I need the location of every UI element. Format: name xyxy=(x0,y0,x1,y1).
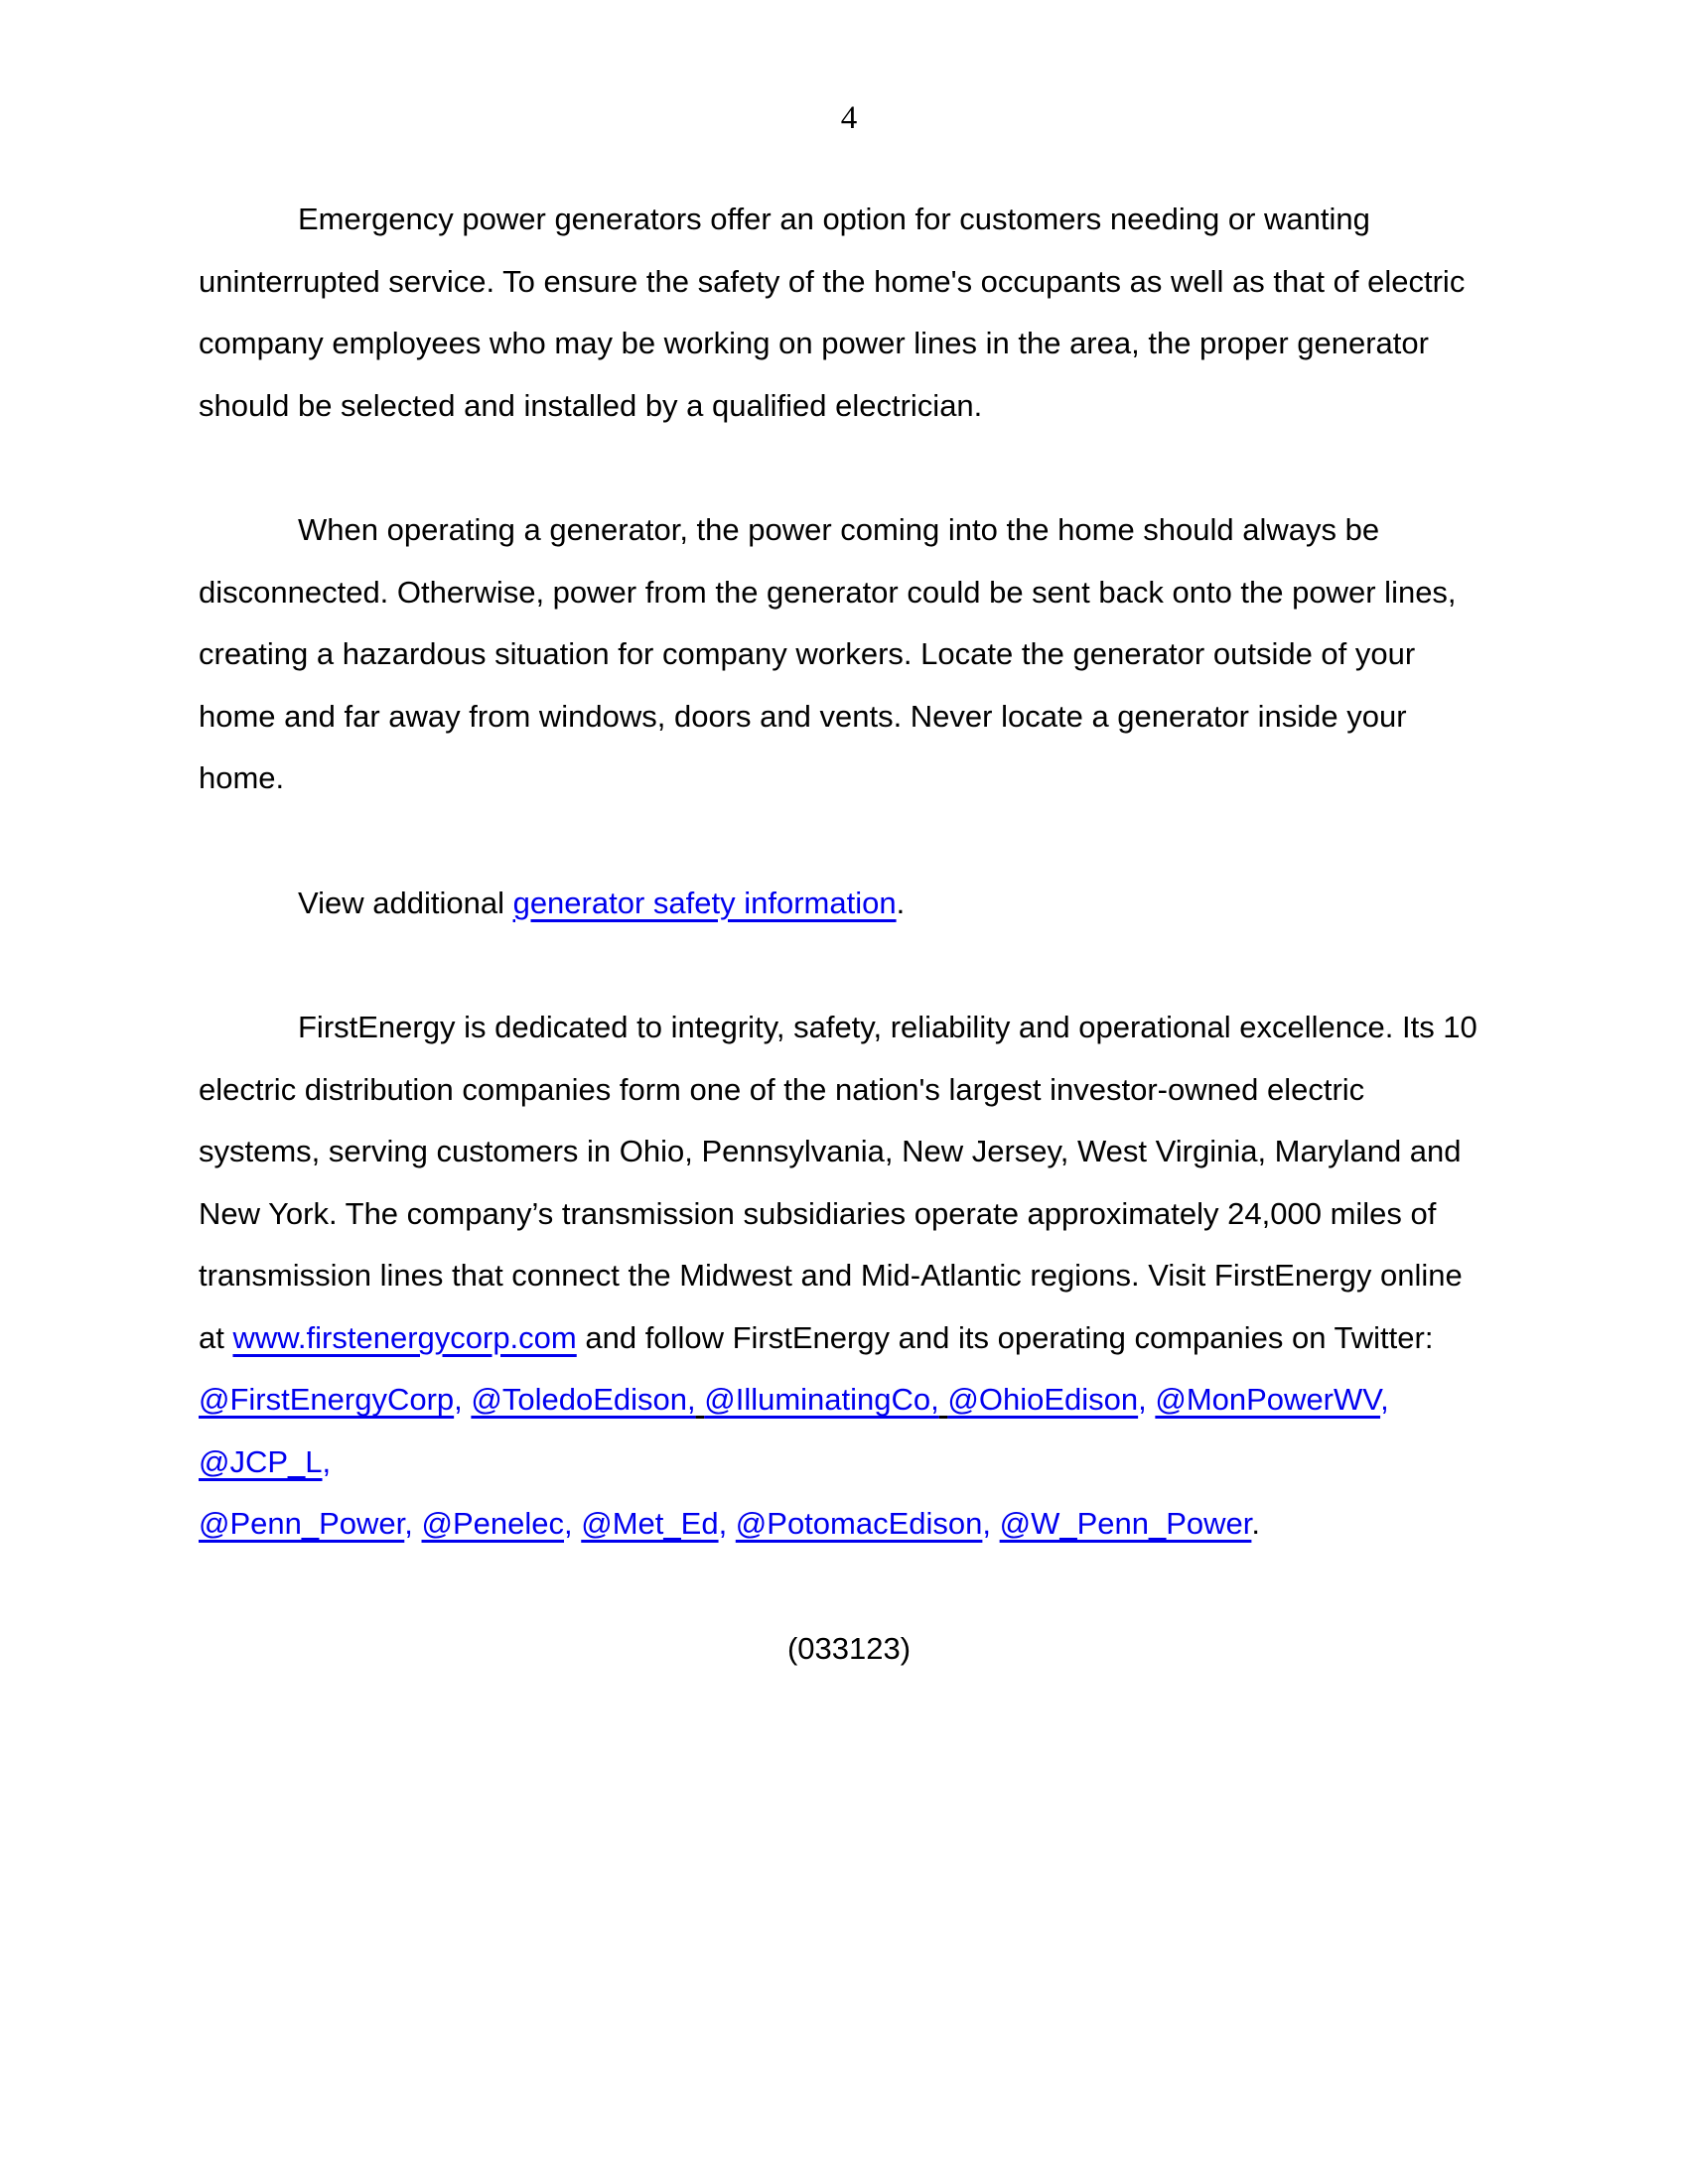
text-run: should be selected and installed by a qualified electrician. xyxy=(199,387,983,423)
text-line xyxy=(199,997,1499,1059)
document-body xyxy=(199,189,1499,1680)
text-run: (033123) xyxy=(786,1630,912,1666)
text-run xyxy=(696,1382,705,1417)
paragraph xyxy=(199,499,1499,810)
text-line xyxy=(199,1618,1499,1681)
text-line xyxy=(199,313,1499,375)
link-separator: , xyxy=(718,1506,736,1541)
text-line xyxy=(199,1369,1499,1493)
link-separator: , xyxy=(322,1443,332,1479)
text-line xyxy=(199,1059,1499,1122)
link-separator: , xyxy=(564,1506,582,1541)
text-line xyxy=(199,1121,1499,1183)
text-run: systems, serving customers in Ohio, Pennsylvania, New Jersey, West Virginia, Maryland and xyxy=(199,1134,1462,1168)
text-run: at xyxy=(199,1319,233,1355)
hyperlink[interactable]: @ToledoEdison, xyxy=(471,1382,696,1417)
link-separator: , xyxy=(454,1382,472,1417)
text-run: and follow FirstEnergy and its operating companies on Twitter: xyxy=(576,1319,1434,1355)
hyperlink[interactable]: @W_Penn_Power xyxy=(999,1506,1252,1541)
text-line xyxy=(199,499,1499,562)
hyperlink[interactable]: www.firstenergycorp.com xyxy=(232,1319,577,1355)
link-separator: , xyxy=(1380,1382,1389,1417)
text-run: creating a hazardous situation for company workers. Locate the generator outside of your xyxy=(199,636,1416,671)
paragraph xyxy=(199,873,1499,935)
paragraph xyxy=(199,1618,1499,1681)
text-run: uninterrupted service. To ensure the safety of the home's occupants as well as that of electric xyxy=(199,263,1466,299)
text-run: Emergency power generators offer an option for customers needing or wanting xyxy=(298,202,1370,236)
text-run: electric distribution companies form one of the nation's largest investor-owned electric xyxy=(199,1071,1365,1107)
text-run: View additional xyxy=(298,885,513,920)
hyperlink[interactable]: @PotomacEdison xyxy=(735,1506,983,1541)
hyperlink[interactable]: @Penn_Power xyxy=(199,1506,405,1541)
text-line xyxy=(199,873,1499,935)
text-run: . xyxy=(896,885,906,920)
hyperlink[interactable]: @Met_Ed xyxy=(581,1506,719,1541)
text-run: disconnected. Otherwise, power from the generator could be sent back onto the power lines, xyxy=(199,574,1457,610)
text-line xyxy=(199,562,1499,624)
hyperlink[interactable]: @JCP_L xyxy=(199,1443,323,1479)
text-line xyxy=(199,1183,1499,1246)
link-separator: , xyxy=(982,1506,1000,1541)
text-line xyxy=(199,375,1499,438)
text-line xyxy=(199,1307,1499,1370)
hyperlink[interactable]: @MonPowerWV xyxy=(1155,1382,1381,1417)
text-run: home and far away from windows, doors and vents. Never locate a generator inside your home. xyxy=(199,698,1407,795)
text-run: When operating a generator, the power coming into the home should always be xyxy=(298,512,1380,547)
text-run: . xyxy=(1251,1506,1261,1541)
paragraph xyxy=(199,189,1499,437)
link-separator: , xyxy=(404,1506,422,1541)
text-run: company employees who may be working on power lines in the area, the proper generator xyxy=(199,326,1429,360)
text-run: transmission lines that connect the Midwest and Mid-Atlantic regions. Visit FirstEnergy online xyxy=(199,1258,1463,1293)
link-separator: , xyxy=(1138,1382,1156,1417)
page-number: 4 xyxy=(840,100,858,136)
text-line xyxy=(199,623,1499,686)
text-run: FirstEnergy is dedicated to integrity, safety, reliability and operational excellence. Its 10 xyxy=(298,1010,1477,1044)
text-run: New York. The company’s transmission subsidiaries operate approximately 24,000 miles of xyxy=(199,1195,1437,1231)
text-line xyxy=(199,1493,1499,1556)
text-line xyxy=(199,251,1499,314)
text-line xyxy=(199,189,1499,251)
text-line xyxy=(199,686,1499,810)
hyperlink[interactable]: @OhioEdison xyxy=(947,1382,1139,1417)
paragraph xyxy=(199,997,1499,1556)
text-line xyxy=(199,1245,1499,1307)
hyperlink[interactable]: @Penelec xyxy=(421,1506,565,1541)
hyperlink[interactable]: @IlluminatingCo, xyxy=(704,1382,939,1417)
hyperlink[interactable]: generator safety information xyxy=(512,885,897,920)
hyperlink[interactable]: @FirstEnergyCorp xyxy=(199,1382,455,1417)
